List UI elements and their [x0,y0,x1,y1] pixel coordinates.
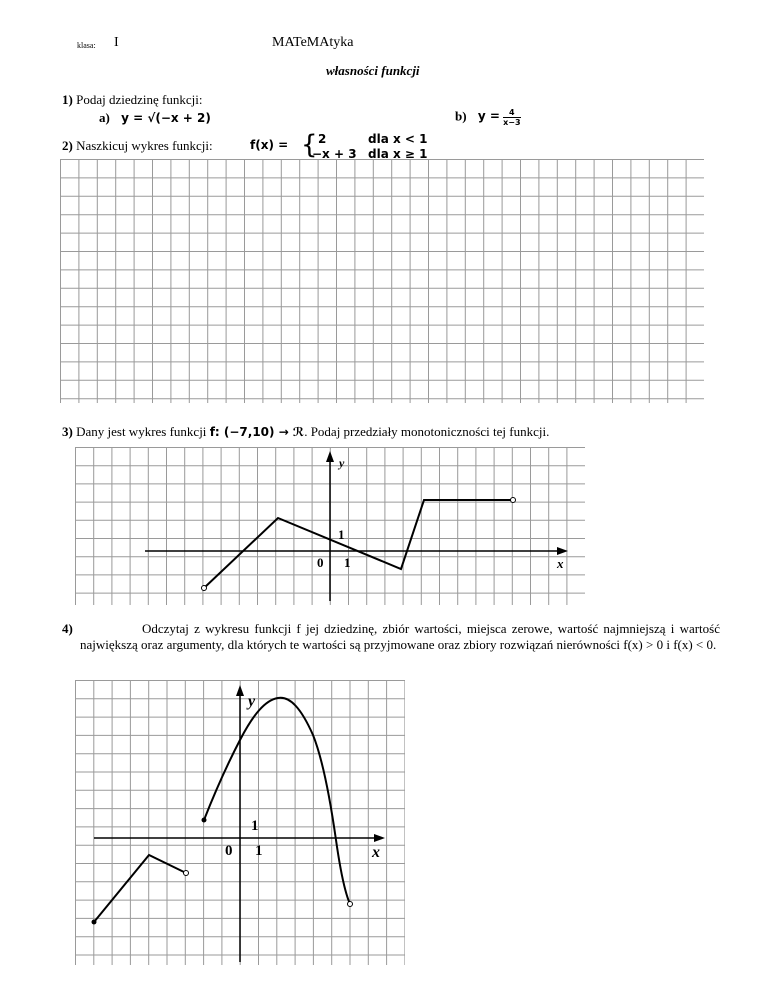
klasa-value: I [114,35,119,50]
q3-text-pre: Dany jest wykres funkcji [76,424,207,439]
q4-x-label: x [372,844,380,861]
q3-x-arrow-icon [557,547,568,555]
q4-number: 4) [62,621,73,636]
q4-y-label: y [248,693,256,710]
q3-x-label: x [557,556,564,571]
q2-case1-cond: dla x < 1 [368,132,428,146]
q1b-lhs: y = [477,109,500,124]
q1-number: 1) [62,92,73,107]
q2-number: 2) [62,138,73,153]
question-1 [62,92,202,108]
q4-open-endpoint-1 [184,871,189,876]
q3-number: 3) [62,424,73,439]
subject-title: MATeMAtyka [272,35,354,50]
q3-y-label: y [339,456,345,470]
q2-blank-grid[interactable] [60,159,705,404]
q3-graph [75,447,585,605]
q1a-label: a) [99,110,110,125]
question-3 [62,424,549,440]
q2-case1-expr: 2 [318,132,327,146]
q2-brace: { [301,130,318,160]
q2-case2-cond: dla x ≥ 1 [368,147,428,161]
q3-y-arrow-icon [326,451,334,462]
q3-origin-label: 0 [317,555,324,570]
q1a-formula: y = √(−x + 2) [121,111,211,125]
q2-case2-expr: −x + 3 [312,147,357,161]
q1b-fraction [503,108,520,127]
page-title: własności funkcji [326,63,420,78]
q1b-numerator: 4 [503,108,520,118]
q4-unit-y-label: 1 [251,818,259,834]
klasa-label: klasa: [77,41,96,50]
q1-text: Podaj dziedzinę funkcji: [76,92,203,107]
q1b [455,108,521,127]
q3-func: f: (−7,10) → ℛ [209,425,305,439]
q3-unit-y-label: 1 [338,527,345,542]
q2-text: Naszkicuj wykres funkcji: [76,138,213,153]
q3-open-endpoint-left [202,586,207,591]
q4-origin-label: 0 [225,843,233,859]
q3-unit-x-label: 1 [344,555,351,570]
q4-y-arrow-icon [236,685,244,696]
q4-closed-endpoint-1 [92,920,97,925]
q4-open-endpoint-2 [348,902,353,907]
q4-closed-endpoint-2 [202,818,207,823]
q4-curve-left [94,855,186,922]
q4-text: Odczytaj z wykresu funkcji f jej dziedzinę, zbiór wartości, miejsca zerowe, wartość najmniejszą i wartość największą oraz argumenty, dla których te wartości są przyjmowane oraz zbiory rozwiązań nierówności f(x) > 0 i f(x) < 0. [80,621,720,652]
q3-text-post: . Podaj przedziały monotoniczności tej funkcji. [304,424,550,439]
q3-open-endpoint-right [511,498,516,503]
q2-f-lhs: f(x) = [250,138,289,152]
question-2 [62,138,213,154]
q4-graph [75,680,405,965]
q4-x-arrow-icon [374,834,385,842]
q4-unit-x-label: 1 [255,843,263,859]
q1a [99,110,211,126]
q1b-denominator: x−3 [503,118,521,127]
q1b-label: b) [455,108,467,124]
